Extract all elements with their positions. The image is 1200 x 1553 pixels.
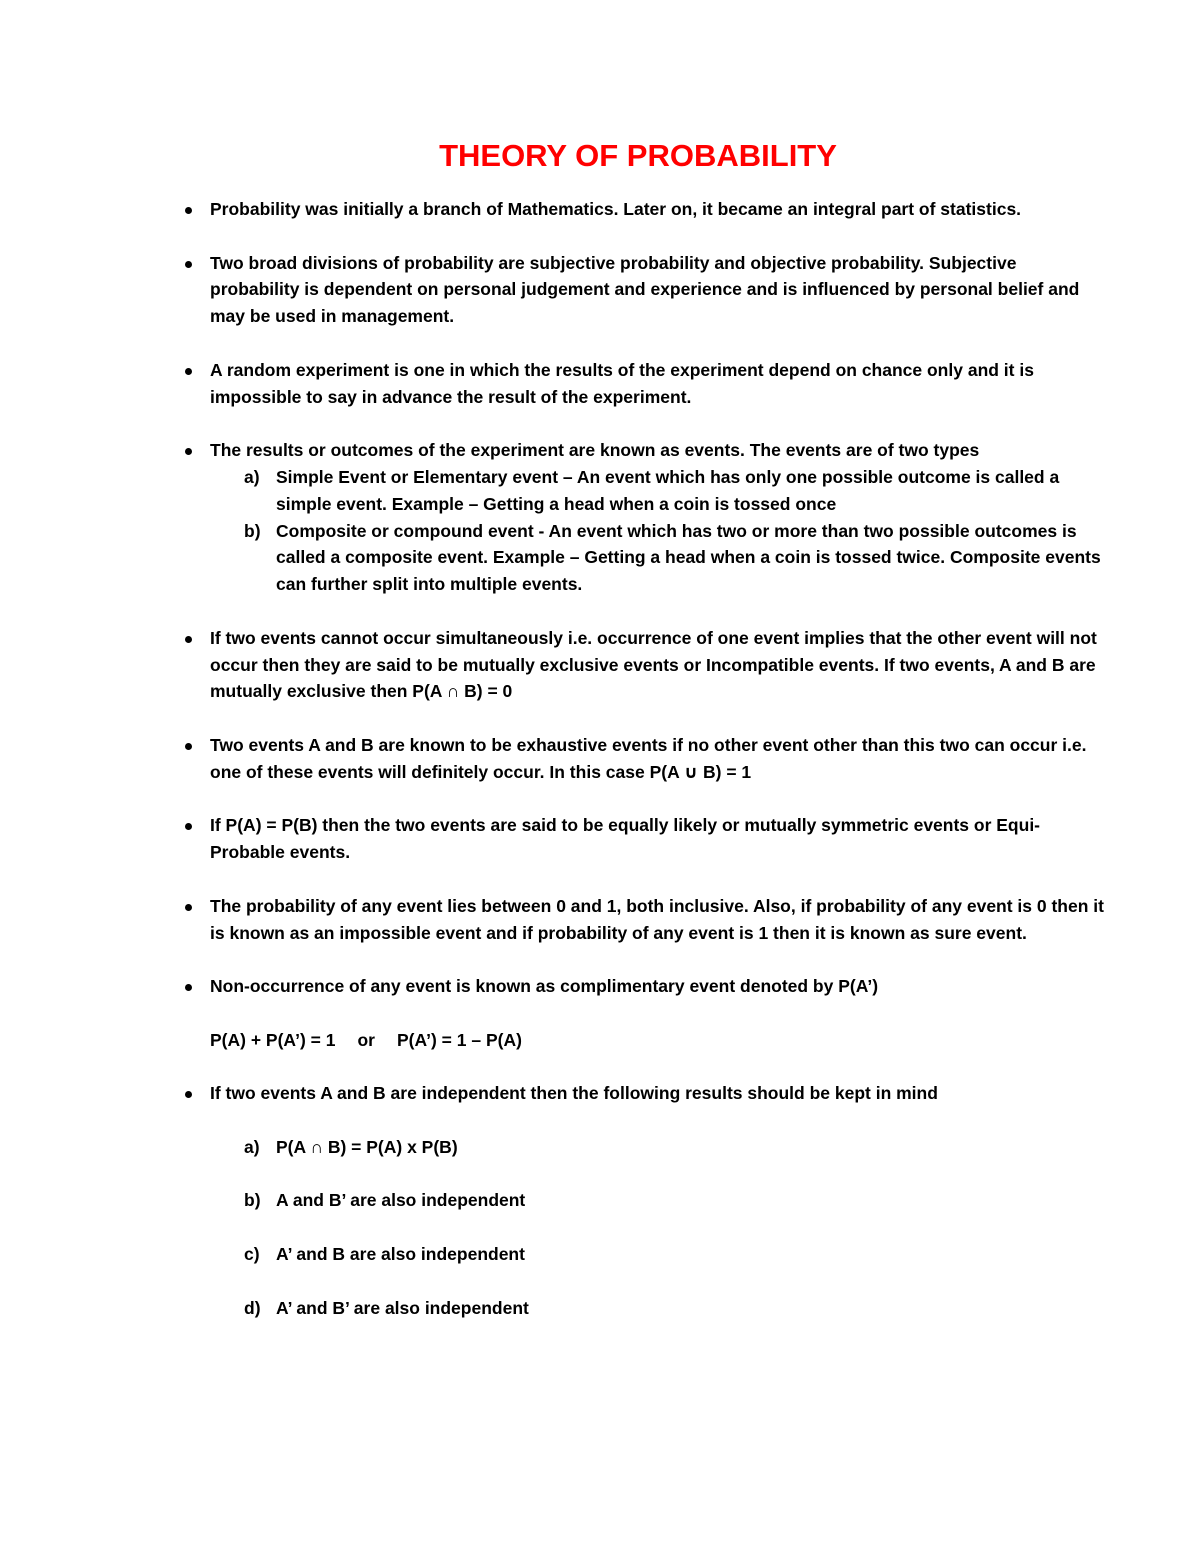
- sub-list-item: [210, 518, 1110, 598]
- list-item: [210, 196, 1110, 223]
- formula-or: or: [357, 1029, 375, 1050]
- bullet-icon: [185, 743, 192, 750]
- sub-list-item: [210, 1295, 1110, 1322]
- bullet-icon: [185, 904, 192, 911]
- sub-list-item: [210, 464, 1110, 518]
- sub-list-item: [210, 1187, 1110, 1214]
- document-title: THEORY OF PROBABILITY: [439, 138, 837, 173]
- complement-formula: [210, 1027, 1110, 1054]
- sub-list-marker: a): [244, 1136, 260, 1157]
- list-item-text: If P(A) = P(B) then the two events are said to be equally likely or mutually symmetric events or Equi-Probable events.: [210, 815, 1041, 863]
- list-item: [210, 893, 1110, 947]
- list-item: [210, 437, 1110, 598]
- sub-list-text: A’ and B’ are also independent: [276, 1297, 529, 1318]
- list-item-text: If two events cannot occur simultaneously i.e. occurrence of one event implies that the other event will not occur then they are said to be mutually exclusive events or Incompatible events. If two events, A and B are mutually exclusive then P(A ∩ B) = 0: [210, 627, 1097, 702]
- formula-right: P(A’) = 1 – P(A): [396, 1029, 522, 1050]
- list-item-text: Probability was initially a branch of Mathematics. Later on, it became an integral part of statistics.: [210, 199, 1022, 219]
- sub-list-text: A’ and B are also independent: [276, 1244, 525, 1265]
- sub-list-marker: b): [244, 520, 261, 541]
- sub-list-marker: a): [244, 466, 260, 487]
- list-item-text: If two events A and B are independent then the following results should be kept in mind: [210, 1083, 938, 1104]
- bullet-icon: [185, 636, 192, 643]
- bullet-icon: [185, 823, 192, 830]
- sub-list-marker: d): [244, 1297, 261, 1318]
- list-item: [210, 973, 1110, 1053]
- list-item: [210, 812, 1110, 866]
- sub-list: [210, 464, 1110, 598]
- sub-list-text: A and B’ are also independent: [276, 1190, 526, 1211]
- document-body: [210, 196, 1110, 1348]
- list-item: [210, 625, 1110, 705]
- list-item: [210, 250, 1110, 330]
- sub-list-item: [210, 1134, 1110, 1161]
- list-item-text: Non-occurrence of any event is known as complimentary event denoted by P(A’): [210, 976, 879, 997]
- sub-list-item: [210, 1241, 1110, 1268]
- list-item: [210, 357, 1110, 411]
- formula-left: P(A) + P(A’) = 1: [210, 1029, 336, 1050]
- sub-list: [210, 1134, 1110, 1322]
- sub-list-text: Simple Event or Elementary event – An event which has only one possible outcome is called a simple event. Example – Getting a head when a coin is tossed once: [276, 466, 1060, 514]
- bullet-icon: [185, 448, 192, 455]
- list-item-text: Two events A and B are known to be exhaustive events if no other event other than this two can occur i.e. one of these events will definitely occur. In this case P(A ∪ B) = 1: [210, 734, 1087, 782]
- list-item-text: A random experiment is one in which the results of the experiment depend on chance only and it is impossible to say in advance the result of the experiment.: [210, 359, 1034, 407]
- bullet-icon: [185, 368, 192, 375]
- list-item-text: Two broad divisions of probability are subjective probability and objective probability. Subjective probability is dependent on personal judgement and experience and is influenced by personal belief and may be used in management.: [210, 252, 1080, 327]
- sub-list-marker: b): [244, 1190, 261, 1211]
- bullet-icon: [185, 1091, 192, 1098]
- sub-list-text: P(A ∩ B) = P(A) x P(B): [276, 1136, 458, 1157]
- bullet-icon: [185, 984, 192, 991]
- sub-list-marker: c): [244, 1244, 260, 1265]
- sub-list-text: Composite or compound event - An event which has two or more than two possible outcomes is called a composite event. Example – Getting a head when a coin is tossed twice. Composite events can further split into multiple events.: [276, 520, 1101, 595]
- list-item: [210, 732, 1110, 786]
- bullet-icon: [185, 261, 192, 268]
- list-item-text: The results or outcomes of the experiment are known as events. The events are of two types: [210, 440, 980, 461]
- list-item: [210, 1080, 1110, 1321]
- list-item-text: The probability of any event lies between 0 and 1, both inclusive. Also, if probability of any event is 0 then it is known as an impossible event and if probability of any event is 1 then it is known as sure event.: [210, 895, 1104, 943]
- bullet-icon: [185, 207, 192, 214]
